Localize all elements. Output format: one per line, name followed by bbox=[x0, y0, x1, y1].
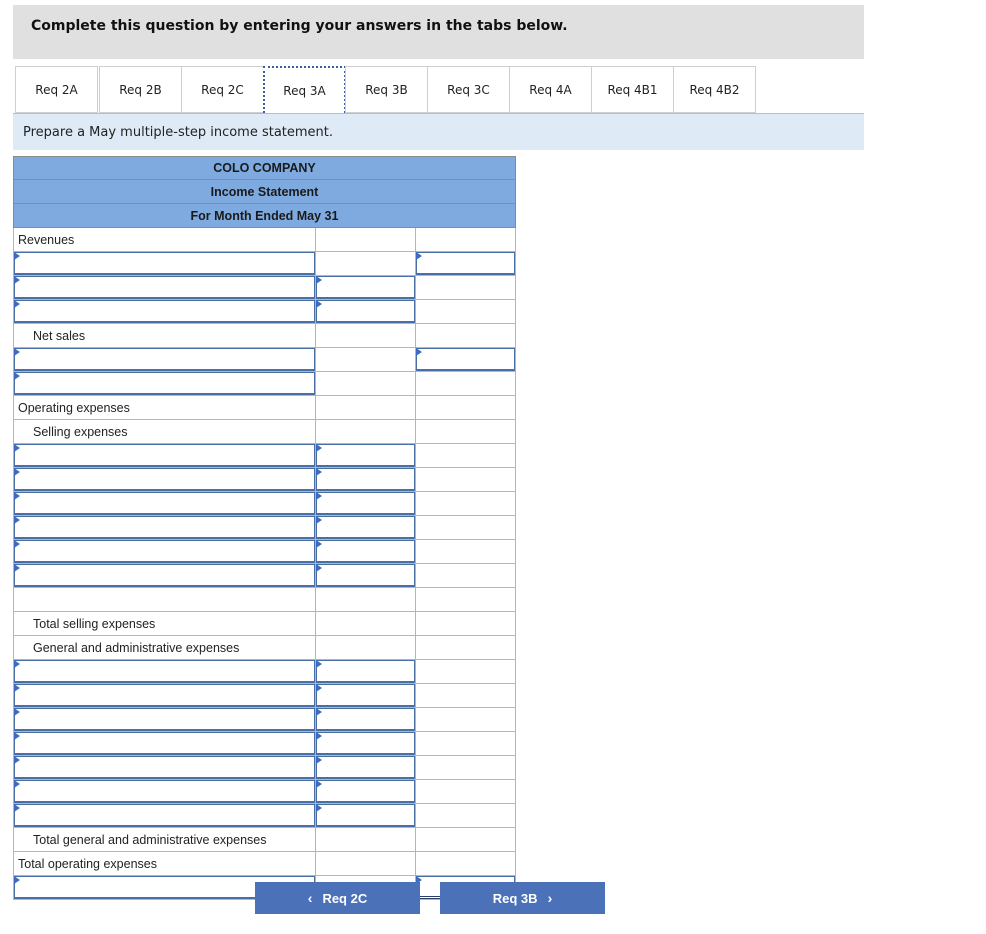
selling-expense-dropdown[interactable] bbox=[14, 516, 315, 539]
next-req-button[interactable] bbox=[440, 882, 605, 914]
dropdown-marker-icon bbox=[316, 468, 322, 476]
tab-req-3c[interactable]: Req 3C bbox=[427, 66, 510, 113]
table-row bbox=[13, 276, 516, 300]
selling-expenses-label: Selling expenses bbox=[33, 425, 128, 439]
ga-expense-dropdown[interactable] bbox=[14, 732, 315, 755]
table-row bbox=[13, 828, 516, 852]
selling-expense-amount-input[interactable] bbox=[316, 540, 415, 563]
ga-expense-amount-input[interactable] bbox=[316, 732, 415, 755]
table-row bbox=[13, 852, 516, 876]
dropdown-marker-icon bbox=[14, 780, 20, 788]
dropdown-marker-icon bbox=[14, 564, 20, 572]
table-row bbox=[13, 804, 516, 828]
selling-expense-dropdown[interactable] bbox=[14, 468, 315, 491]
tab-req-3a[interactable]: Req 3A bbox=[263, 66, 346, 113]
ga-expense-amount-input[interactable] bbox=[316, 804, 415, 827]
dropdown-marker-icon bbox=[14, 252, 20, 260]
prev-req-label: Req 2C bbox=[322, 890, 368, 906]
dropdown-marker-icon bbox=[416, 348, 422, 356]
chevron-left-icon: ‹ bbox=[307, 890, 313, 906]
dropdown-marker-icon bbox=[14, 684, 20, 692]
table-row bbox=[13, 564, 516, 588]
selling-expense-amount-input[interactable] bbox=[316, 516, 415, 539]
ga-expense-amount-input[interactable] bbox=[316, 756, 415, 779]
dropdown-marker-icon bbox=[316, 276, 322, 284]
net-sales-label: Net sales bbox=[33, 329, 86, 343]
revenue-deduction-dropdown[interactable] bbox=[14, 276, 315, 299]
dropdown-marker-icon bbox=[14, 732, 20, 740]
ga-expense-dropdown[interactable] bbox=[14, 708, 315, 731]
selling-expense-amount-input[interactable] bbox=[316, 564, 415, 587]
tab-req-4a[interactable]: Req 4A bbox=[509, 66, 592, 113]
table-row bbox=[13, 444, 516, 468]
general-admin-label: General and administrative expenses bbox=[33, 641, 240, 655]
selling-expense-dropdown[interactable] bbox=[14, 564, 315, 587]
selling-expense-amount-input[interactable] bbox=[316, 492, 415, 515]
dropdown-marker-icon bbox=[14, 468, 20, 476]
dropdown-marker-icon bbox=[14, 756, 20, 764]
table-row bbox=[13, 540, 516, 564]
selling-expense-amount-input[interactable] bbox=[316, 444, 415, 467]
dropdown-marker-icon bbox=[316, 492, 322, 500]
table-row bbox=[13, 780, 516, 804]
ga-expense-dropdown[interactable] bbox=[14, 684, 315, 707]
dropdown-marker-icon bbox=[316, 780, 322, 788]
table-row bbox=[13, 324, 516, 348]
statement-period: For Month Ended May 31 bbox=[13, 204, 516, 228]
ga-expense-amount-input[interactable] bbox=[316, 780, 415, 803]
instruction-text: Complete this question by entering your answers in the tabs below. bbox=[31, 18, 568, 34]
prompt-bar bbox=[13, 114, 864, 150]
dropdown-marker-icon bbox=[14, 708, 20, 716]
dropdown-marker-icon bbox=[14, 660, 20, 668]
table-row bbox=[13, 348, 516, 372]
tab-req-4b1[interactable]: Req 4B1 bbox=[591, 66, 674, 113]
company-name: COLO COMPANY bbox=[13, 156, 516, 180]
dropdown-marker-icon bbox=[316, 660, 322, 668]
table-row bbox=[13, 756, 516, 780]
income-statement bbox=[13, 156, 516, 900]
table-row bbox=[13, 468, 516, 492]
ga-expense-dropdown[interactable] bbox=[14, 660, 315, 683]
tab-req-2c[interactable]: Req 2C bbox=[181, 66, 264, 113]
table-row bbox=[13, 372, 516, 396]
prev-req-button[interactable] bbox=[255, 882, 420, 914]
dropdown-marker-icon bbox=[316, 708, 322, 716]
ga-expense-dropdown[interactable] bbox=[14, 756, 315, 779]
tab-req-4b2[interactable]: Req 4B2 bbox=[673, 66, 756, 113]
cost-of-goods-dropdown[interactable] bbox=[14, 348, 315, 371]
dropdown-marker-icon bbox=[14, 516, 20, 524]
table-row bbox=[13, 396, 516, 420]
dropdown-marker-icon bbox=[14, 300, 20, 308]
prompt-text: Prepare a May multiple-step income statement. bbox=[23, 125, 334, 140]
tab-req-3b[interactable]: Req 3B bbox=[345, 66, 428, 113]
selling-expense-amount-input[interactable] bbox=[316, 468, 415, 491]
chevron-right-icon: › bbox=[547, 890, 553, 906]
revenue-deduction-amount-input[interactable] bbox=[316, 276, 415, 299]
table-row bbox=[13, 660, 516, 684]
table-row bbox=[13, 708, 516, 732]
revenue-account-dropdown[interactable] bbox=[14, 252, 315, 275]
dropdown-marker-icon bbox=[316, 444, 322, 452]
tab-req-2b[interactable]: Req 2B bbox=[99, 66, 182, 113]
cost-of-goods-input[interactable] bbox=[416, 348, 515, 371]
statement-title: Income Statement bbox=[13, 180, 516, 204]
revenue-deduction-dropdown[interactable] bbox=[14, 300, 315, 323]
ga-expense-dropdown[interactable] bbox=[14, 780, 315, 803]
table-row bbox=[13, 612, 516, 636]
dropdown-marker-icon bbox=[316, 300, 322, 308]
dropdown-marker-icon bbox=[316, 540, 322, 548]
dropdown-marker-icon bbox=[14, 492, 20, 500]
dropdown-marker-icon bbox=[14, 444, 20, 452]
dropdown-marker-icon bbox=[14, 276, 20, 284]
dropdown-marker-icon bbox=[14, 540, 20, 548]
selling-expense-dropdown[interactable] bbox=[14, 492, 315, 515]
ga-expense-amount-input[interactable] bbox=[316, 708, 415, 731]
ga-expense-amount-input[interactable] bbox=[316, 660, 415, 683]
dropdown-marker-icon bbox=[316, 804, 322, 812]
table-row bbox=[13, 228, 516, 252]
table-row bbox=[13, 516, 516, 540]
table-row bbox=[13, 420, 516, 444]
table-row bbox=[13, 684, 516, 708]
next-req-label: Req 3B bbox=[492, 890, 538, 906]
table-row bbox=[13, 300, 516, 324]
dropdown-marker-icon bbox=[316, 732, 322, 740]
ga-expense-amount-input[interactable] bbox=[316, 684, 415, 707]
dropdown-marker-icon bbox=[316, 516, 322, 524]
total-ga-label: Total general and administrative expenses bbox=[33, 833, 267, 847]
total-operating-label: Total operating expenses bbox=[18, 857, 157, 871]
selling-expense-dropdown[interactable] bbox=[14, 444, 315, 467]
dropdown-marker-icon bbox=[316, 684, 322, 692]
operating-expenses-label: Operating expenses bbox=[18, 401, 130, 415]
gross-profit-dropdown[interactable] bbox=[14, 372, 315, 395]
table-row bbox=[13, 732, 516, 756]
dropdown-marker-icon bbox=[14, 372, 20, 380]
tab-req-2a[interactable]: Req 2A bbox=[15, 66, 98, 113]
instruction-bar bbox=[13, 5, 864, 59]
dropdown-marker-icon bbox=[14, 804, 20, 812]
table-row bbox=[13, 252, 516, 276]
table-row bbox=[13, 588, 516, 612]
ga-expense-dropdown[interactable] bbox=[14, 804, 315, 827]
dropdown-marker-icon bbox=[416, 252, 422, 260]
dropdown-marker-icon bbox=[316, 756, 322, 764]
revenues-label: Revenues bbox=[18, 233, 75, 247]
revenue-deduction-amount-input[interactable] bbox=[316, 300, 415, 323]
dropdown-marker-icon bbox=[14, 876, 20, 884]
dropdown-marker-icon bbox=[14, 348, 20, 356]
table-row bbox=[13, 492, 516, 516]
table-row bbox=[13, 636, 516, 660]
dropdown-marker-icon bbox=[316, 564, 322, 572]
revenue-total-input[interactable] bbox=[416, 252, 515, 275]
selling-expense-dropdown[interactable] bbox=[14, 540, 315, 563]
total-selling-label: Total selling expenses bbox=[33, 617, 156, 631]
